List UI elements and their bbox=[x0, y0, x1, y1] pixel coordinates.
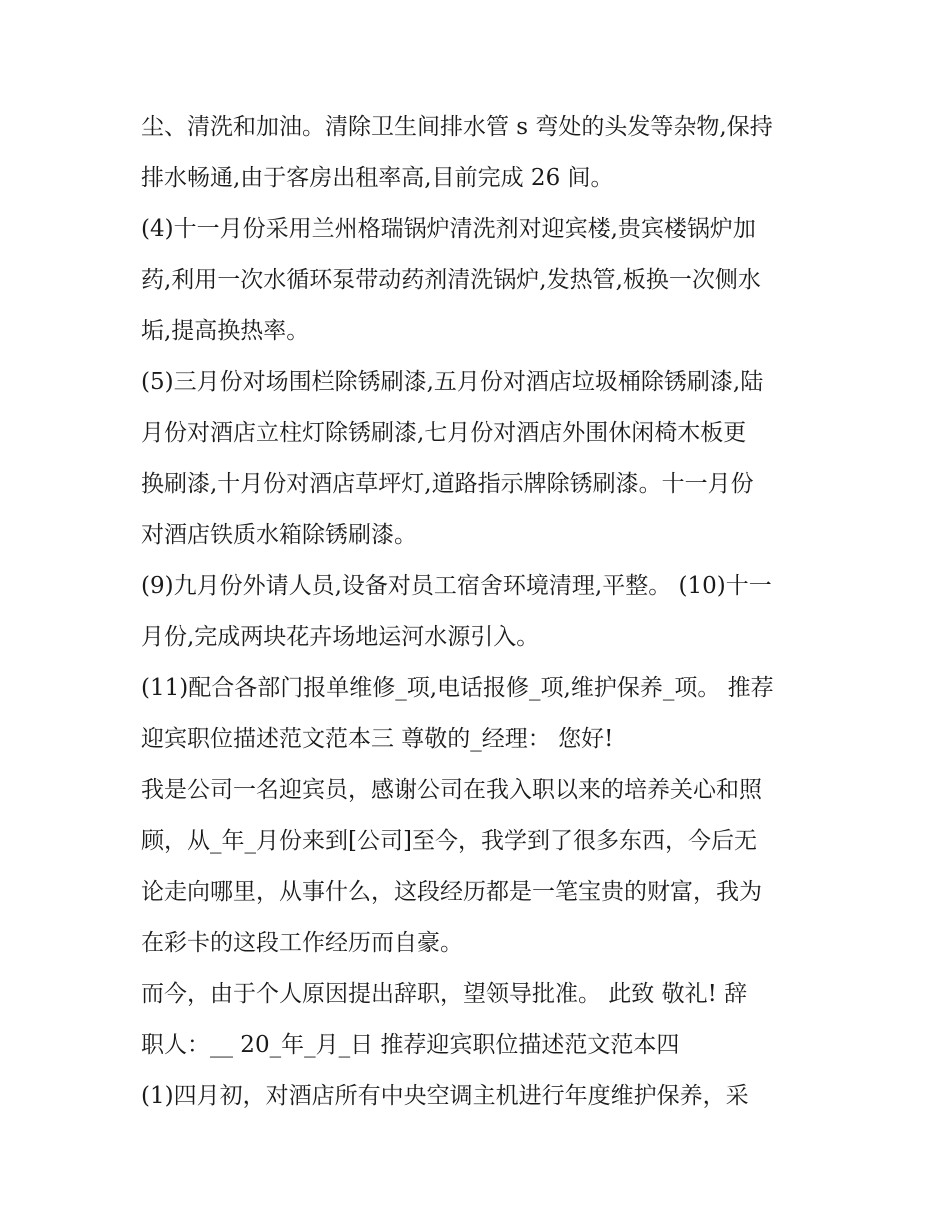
text-line-4: 药,利用一次水循环泵带动药剂清洗锅炉,发热管,板换一次侧水 bbox=[141, 267, 761, 293]
text-line-2: 排水畅通,由于客房出租率高,目前完成 26 间。 bbox=[141, 165, 614, 191]
text-line-5: 垢,提高换热率。 bbox=[141, 318, 310, 344]
text-line-10: (9)九月份外请人员,设备对员工宿舍环境清理,平整。 (10)十一 bbox=[141, 573, 772, 599]
text-line-1: 尘、清洗和加油。清除卫生间排水管 s 弯处的头发等杂物,保持 bbox=[141, 114, 773, 140]
text-line-20: (1)四月初，对酒店所有中央空调主机进行年度维护保养，采 bbox=[141, 1083, 749, 1109]
text-line-19: 职人：__ 20_年_月_日 推荐迎宾职位描述范文范本四 bbox=[141, 1032, 680, 1058]
document-body bbox=[141, 102, 821, 1122]
text-line-7: 月份对酒店立柱灯除锈刷漆,七月份对酒店外围休闲椅木板更 bbox=[141, 420, 747, 446]
text-line-6: (5)三月份对场围栏除锈刷漆,五月份对酒店垃圾桶除锈刷漆,陆 bbox=[141, 369, 764, 395]
text-line-18: 而今，由于个人原因提出辞职，望领导批准。 此致 敬礼! 辞 bbox=[141, 981, 748, 1007]
text-line-15: 顾，从_年_月份来到[公司]至今，我学到了很多东西，今后无 bbox=[141, 828, 757, 854]
text-line-13: 迎宾职位描述范文范本三 尊敬的_经理： 您好! bbox=[141, 726, 614, 752]
text-line-3: (4)十一月份采用兰州格瑞锅炉清洗剂对迎宾楼,贵宾楼锅炉加 bbox=[141, 216, 756, 242]
text-line-12: (11)配合各部门报单维修_项,电话报修_项,维护保养_项。 推荐 bbox=[141, 675, 774, 701]
text-line-9: 对酒店铁质水箱除锈刷漆。 bbox=[141, 522, 417, 548]
text-line-11: 月份,完成两块花卉场地运河水源引入。 bbox=[141, 624, 540, 650]
text-line-17: 在彩卡的这段工作经历而自豪。 bbox=[141, 930, 463, 956]
text-line-16: 论走向哪里，从事什么，这段经历都是一笔宝贵的财富，我为 bbox=[141, 879, 762, 905]
text-line-14: 我是公司一名迎宾员，感谢公司在我入职以来的培养关心和照 bbox=[141, 777, 762, 803]
text-line-8: 换刷漆,十月份对酒店草坪灯,道路指示牌除锈刷漆。十一月份 bbox=[141, 471, 754, 497]
